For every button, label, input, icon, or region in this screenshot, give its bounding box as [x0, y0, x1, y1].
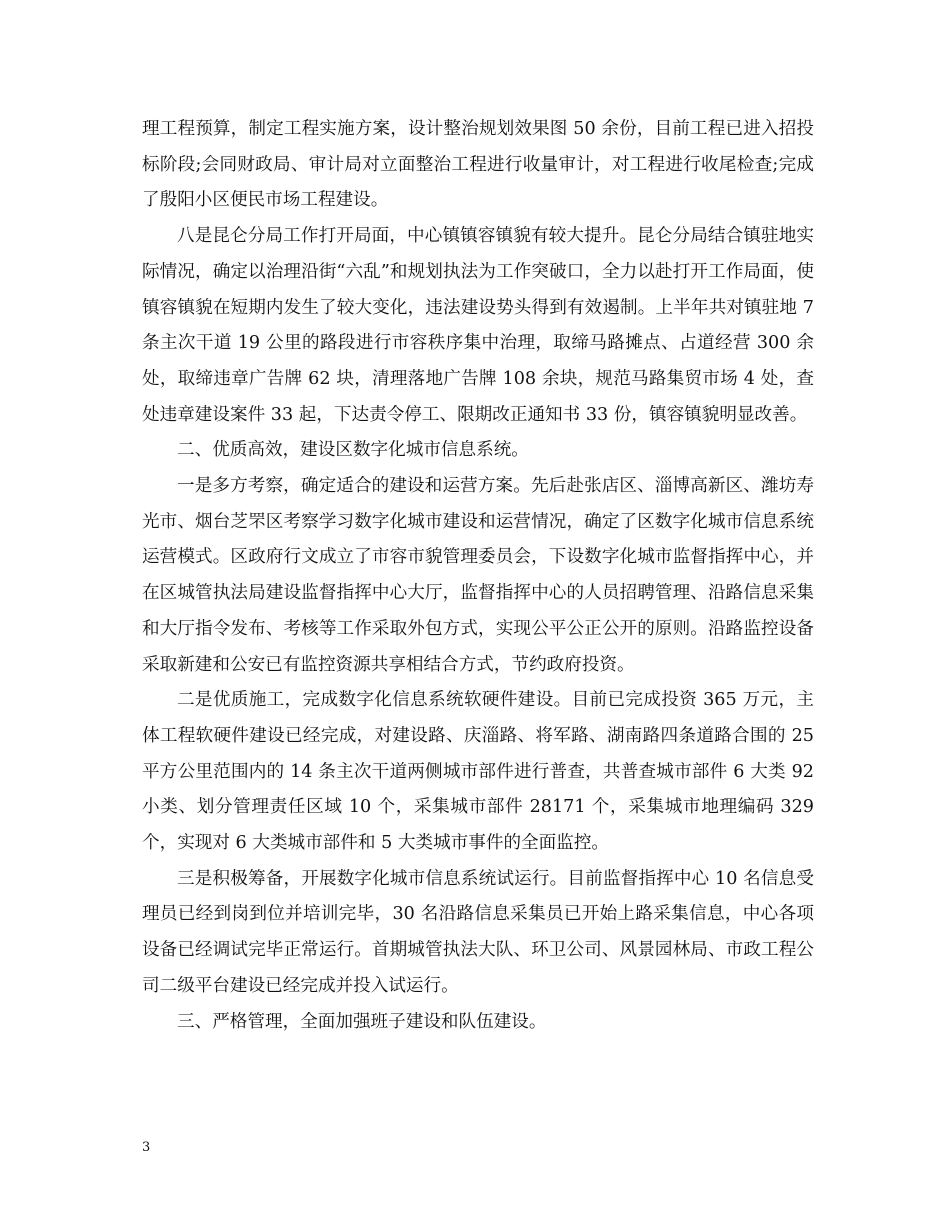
- page-number: 3: [142, 1140, 151, 1155]
- document-body: [142, 112, 814, 1040]
- section-heading-digital-city: 二、优质高效，建设区数字化城市信息系统。: [177, 440, 529, 461]
- paragraph-kunlun-branch: 八是昆仑分局工作打开局面，中心镇镇容镇貌有较大提升。昆仑分局结合镇驻地实际情况，确定以治理沿街“六乱”和规划执法为工作突破口，全力以赴打开工作局面，使镇容镇貌在短期内发生了较大变化，违法建设势头得到有效遏制。上半年共对镇驻地 7 条主次干道 19 公里的路段进行市容秩序集中治理，取缔马路摊点、占道经营 300 余处，取缔违章广告牌 62 块，清理落地广告牌 108 余块，规范马路集贸市场 4 处，查处违章建设案件 33 起，下达责令停工、限期改正通知书 33 份，镇容镇貌明显改善。: [142, 226, 814, 425]
- paragraph-investigation: 一是多方考察，确定适合的建设和运营方案。先后赴张店区、淄博高新区、潍坊寿光市、烟台芝罘区考察学习数字化城市建设和运营情况，确定了区数字化城市信息系统运营模式。区政府行文成立了市容市貌管理委员会，下设数字化城市监督指挥中心，并在区城管执法局建设监督指挥中心大厅，监督指挥中心的人员招聘管理、沿路信息采集和大厅指令发布、考核等工作采取外包方式，实现公平公正公开的原则。沿路监控设备采取新建和公安已有监控资源共享相结合方式，节约政府投资。: [142, 476, 814, 675]
- paragraph-trial-operation: 三是积极筹备，开展数字化城市信息系统试运行。目前监督指挥中心 10 名信息受理员已经到岗到位并培训完毕，30 名沿路信息采集员已开始上路采集信息，中心各项设备已经调试完毕正常运行。首期城管执法大队、环卫公司、风景园林局、市政工程公司二级平台建设已经完成并投入试运行。: [142, 868, 814, 996]
- paragraph-continuation: 理工程预算，制定工程实施方案，设计整治规划效果图 50 余份，目前工程已进入招投标阶段;会同财政局、审计局对立面整治工程进行收量审计，对工程进行收尾检查;完成了殷阳小区便民市场工程建设。: [142, 119, 814, 211]
- paragraph-construction: 二是优质施工，完成数字化信息系统软硬件建设。目前已完成投资 365 万元，主体工程软硬件建设已经完成，对建设路、庆淄路、将军路、湖南路四条道路合围的 25 平方公里范围内的 14 条主次干道两侧城市部件进行普查，共普查城市部件 6 大类 92 小类、划分管理责任区域 10 个，采集城市部件 28171 个，采集城市地理编码 329 个，实现对 6 大类城市部件和 5 大类城市事件的全面监控。: [142, 690, 814, 854]
- section-heading-management: 三、严格管理，全面加强班子建设和队伍建设。: [177, 1011, 547, 1032]
